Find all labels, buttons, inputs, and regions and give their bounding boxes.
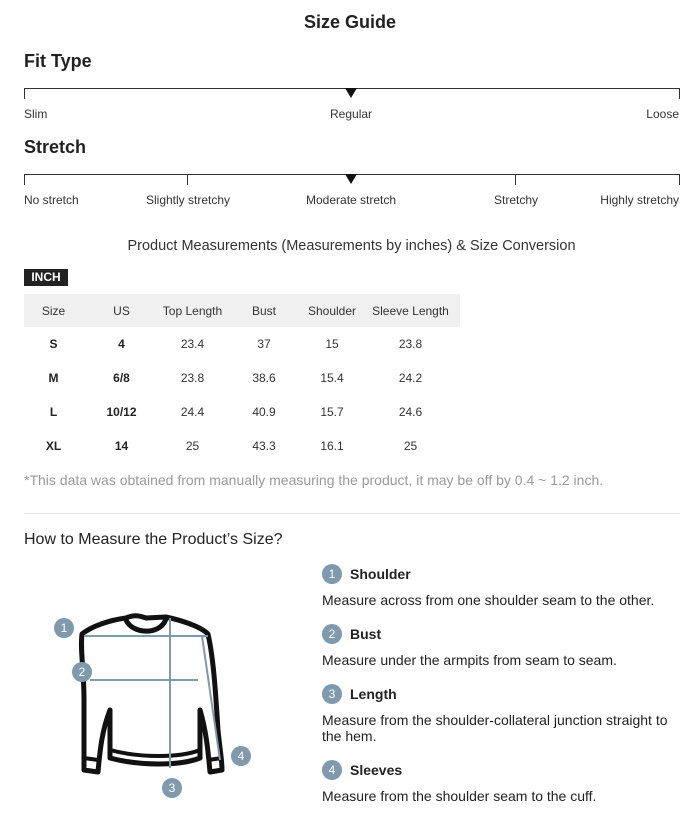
table-row: [24, 395, 460, 429]
table-cell-size: S: [49, 337, 58, 351]
measurements-subtitle: Product Measurements (Measurements by inches) & Size Conversion: [127, 238, 576, 254]
table-cell: 15.7: [320, 405, 344, 419]
table-cell: 15: [325, 337, 339, 351]
number-badge: 4: [322, 760, 342, 780]
fit-type-label-regular: Regular: [330, 107, 373, 121]
table-row: [24, 327, 460, 361]
fit-type-title: Fit Type: [24, 51, 92, 71]
diagram-number-4: 4: [231, 746, 251, 766]
measure-item-length: [322, 684, 397, 704]
table-cell: 40.9: [252, 405, 276, 419]
table-cell: 24.2: [398, 371, 423, 385]
table-header-top-length: Top Length: [160, 294, 225, 327]
measure-desc: Measure under the armpits from seam to seam.: [322, 652, 617, 668]
table-header-sleeve-length: Sleeve Length: [361, 294, 460, 327]
table-cell-size: L: [49, 405, 58, 419]
table-cell: 38.6: [252, 371, 276, 385]
measure-title: Length: [350, 686, 397, 702]
table-cell-size: M: [48, 371, 59, 385]
table-cell: 37: [257, 337, 271, 351]
measure-desc: Measure from the shoulder-collateral junction straight to the hem.: [322, 712, 668, 744]
table-cell-us: 10/12: [106, 405, 137, 419]
stretch-title: Stretch: [24, 137, 87, 157]
measure-item-bust: [322, 624, 381, 644]
diagram-number-2: 2: [72, 662, 92, 682]
fit-type-label-slim: Slim: [24, 107, 48, 121]
page-title: Size Guide: [303, 12, 397, 32]
table-cell-us: 14: [114, 439, 129, 453]
fit-type-scale: [24, 88, 680, 99]
fit-type-tick: [24, 89, 25, 99]
stretch-label-moderate: Moderate stretch: [306, 193, 397, 207]
table-cell: 24.6: [398, 405, 423, 419]
stretch-tick: [515, 175, 516, 185]
table-cell: 43.3: [252, 439, 276, 453]
table-cell-size: XL: [45, 439, 62, 453]
table-cell: 25: [185, 439, 200, 453]
table-header-bust: Bust: [225, 294, 303, 327]
table-cell-us: 6/8: [113, 371, 130, 385]
sweater-diagram: [40, 600, 270, 810]
table-cell: 23.8: [398, 337, 423, 351]
table-cell: 16.1: [320, 439, 344, 453]
stretch-label-high: Highly stretchy: [600, 193, 679, 207]
measure-desc: Measure across from one shoulder seam to the other.: [322, 592, 655, 608]
table-cell: 24.4: [180, 405, 205, 419]
fit-type-tick: [679, 89, 680, 99]
stretch-label-none: No stretch: [24, 193, 79, 207]
size-table: [24, 294, 460, 463]
table-header-us: US: [83, 294, 160, 327]
diagram-number-1: 1: [54, 618, 74, 638]
table-row: [24, 361, 460, 395]
table-header-shoulder: Shoulder: [303, 294, 361, 327]
section-divider: [24, 513, 680, 514]
stretch-tick: [679, 175, 680, 185]
diagram-number-3: 3: [162, 778, 182, 798]
table-header-size: Size: [24, 294, 83, 327]
measure-item-sleeves: [322, 760, 402, 780]
stretch-marker: [345, 174, 357, 184]
measure-title: Bust: [350, 626, 382, 642]
number-badge: 1: [322, 564, 342, 584]
table-cell-us: 4: [118, 337, 125, 351]
measure-item-shoulder: [322, 564, 411, 584]
unit-badge: INCH: [24, 269, 68, 286]
stretch-tick: [24, 175, 25, 185]
table-row: [24, 429, 460, 463]
measure-desc: Measure from the shoulder seam to the cuff.: [322, 788, 597, 804]
measurement-note: *This data was obtained from manually measuring the product, it may be off by 0.4 ~ 1.2 inch.: [24, 472, 604, 488]
stretch-label-slight: Slightly stretchy: [146, 193, 231, 207]
how-to-measure-title: How to Measure the Product’s Size?: [24, 531, 283, 548]
table-cell: 23.4: [180, 337, 205, 351]
stretch-tick: [187, 175, 188, 185]
number-badge: 3: [322, 684, 342, 704]
table-cell: 15.4: [320, 371, 344, 385]
table-cell: 23.8: [180, 371, 205, 385]
stretch-label-stretchy: Stretchy: [494, 193, 539, 207]
stretch-scale: [24, 174, 680, 185]
fit-type-label-loose: Loose: [646, 107, 679, 121]
table-cell: 25: [403, 439, 418, 453]
table-header-row: [24, 294, 460, 327]
fit-type-marker: [345, 88, 357, 98]
number-badge: 2: [322, 624, 342, 644]
sweater-outline-icon: [40, 600, 270, 810]
measure-title: Sleeves: [350, 762, 403, 778]
measure-title: Shoulder: [350, 566, 411, 582]
